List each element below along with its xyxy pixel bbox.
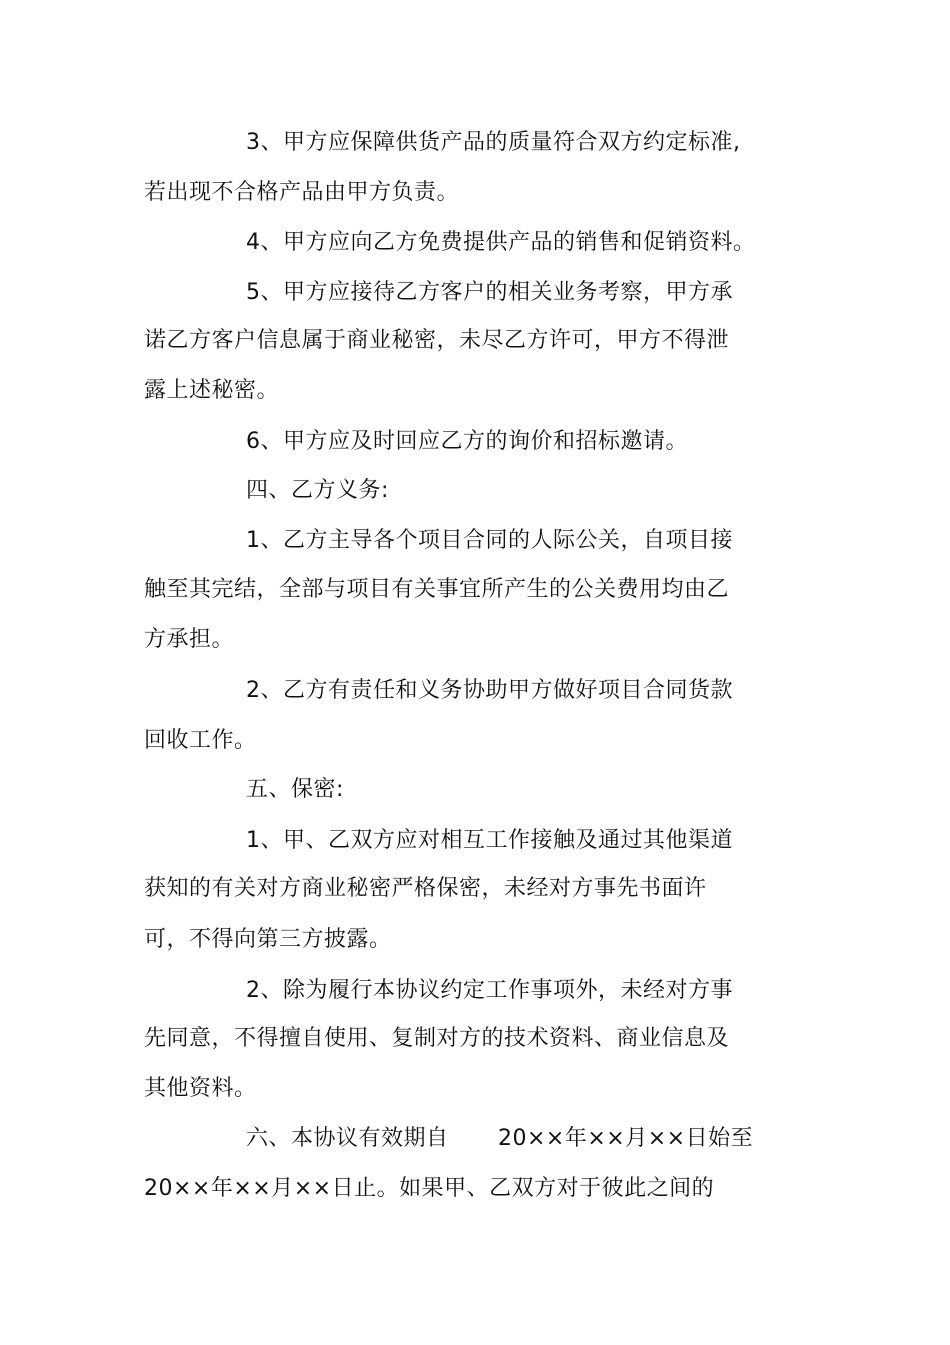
paragraph-line: 6、甲方应及时回应乙方的询价和招标邀请。 bbox=[246, 429, 688, 454]
paragraph-line: 可，不得向第三方披露。 bbox=[144, 927, 392, 952]
paragraph-line-date: 20××年××月××日始至 bbox=[498, 1126, 754, 1151]
paragraph-line: 若出现不合格产品由甲方负责。 bbox=[144, 180, 460, 205]
paragraph-line: 其他资料。 bbox=[144, 1076, 257, 1101]
paragraph-line: 触至其完结，全部与项目有关事宜所产生的公关费用均由乙 bbox=[144, 577, 730, 602]
paragraph-line: 2、乙方有责任和义务协助甲方做好项目合同货款 bbox=[246, 678, 733, 703]
paragraph-line: 4、甲方应向乙方免费提供产品的销售和促销资料。 bbox=[246, 230, 756, 255]
paragraph-line: 诺乙方客户信息属于商业秘密，未尽乙方许可，甲方不得泄 bbox=[144, 328, 730, 353]
paragraph-line: 方承担。 bbox=[144, 627, 235, 652]
paragraph-line: 露上述秘密。 bbox=[144, 378, 280, 403]
paragraph-line: 1、甲、乙双方应对相互工作接触及通过其他渠道 bbox=[246, 828, 733, 853]
section-heading: 四、乙方义务: bbox=[246, 478, 389, 503]
paragraph-line: 先同意，不得擅自使用、复制对方的技术资料、商业信息及 bbox=[144, 1026, 730, 1051]
paragraph-line: 2、除为履行本协议约定工作事项外，未经对方事 bbox=[246, 978, 733, 1003]
paragraph-line: 六、本协议有效期自 bbox=[246, 1126, 449, 1151]
paragraph-line: 获知的有关对方商业秘密严格保密，未经对方事先书面许 bbox=[144, 876, 707, 901]
paragraph-line: 5、甲方应接待乙方客户的相关业务考察，甲方承 bbox=[246, 280, 733, 305]
paragraph-line: 3、甲方应保障供货产品的质量符合双方约定标准, bbox=[246, 130, 741, 155]
paragraph-line: 回收工作。 bbox=[144, 728, 257, 753]
paragraph-line: 20××年××月××日止。如果甲、乙双方对于彼此之间的 bbox=[144, 1176, 715, 1201]
section-heading: 五、保密: bbox=[246, 777, 344, 802]
paragraph-line: 1、乙方主导各个项目合同的人际公关，自项目接 bbox=[246, 528, 733, 553]
